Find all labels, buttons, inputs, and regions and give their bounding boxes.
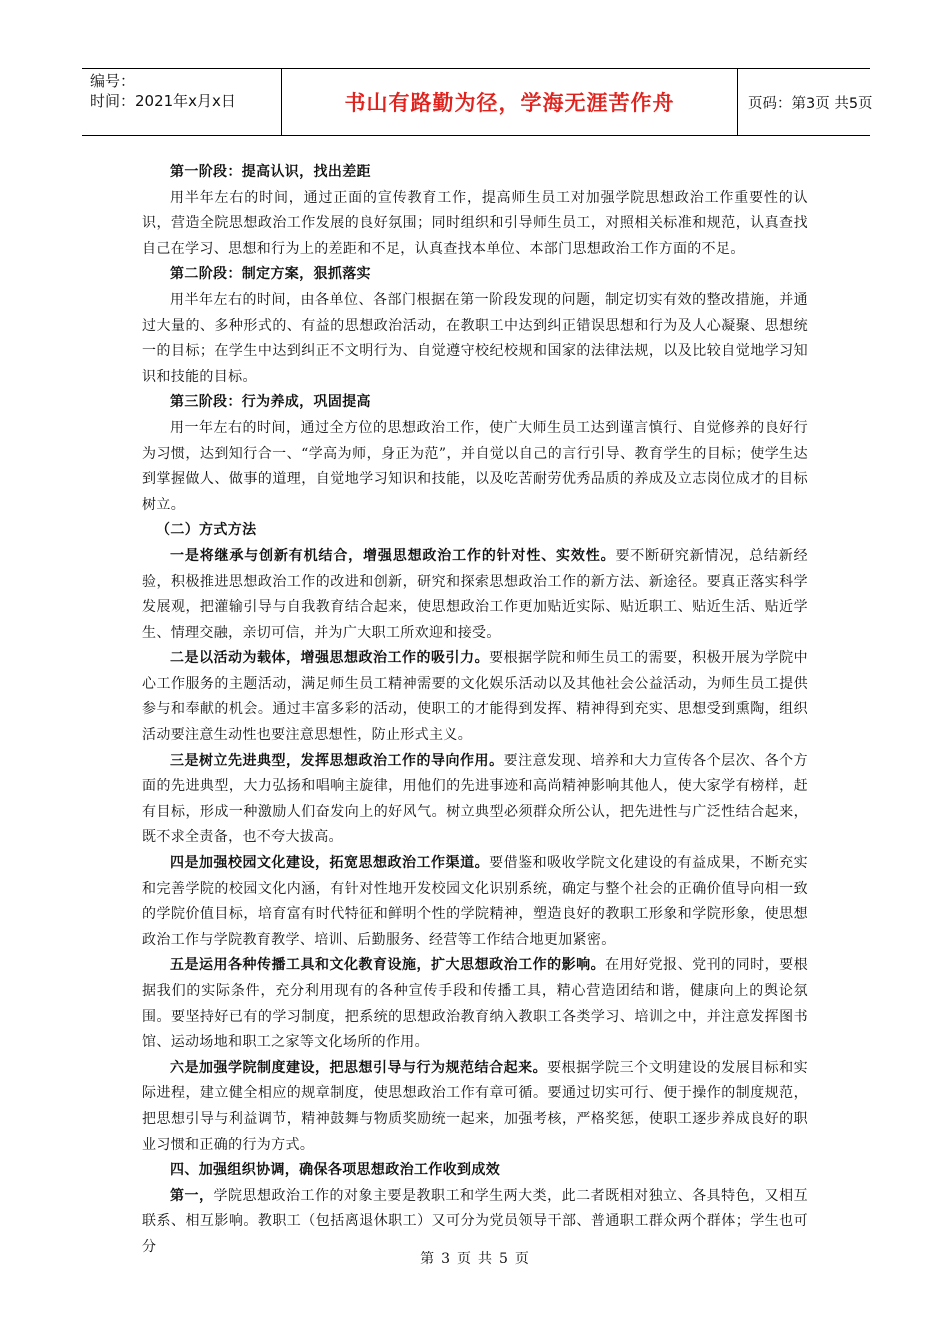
footer-page-prefix: 第 [420, 1251, 436, 1267]
header-meta [82, 69, 282, 135]
document-body [142, 160, 808, 1261]
page-header [82, 68, 873, 136]
section-heading: 第一阶段：提高认识，找出差距 [170, 164, 371, 180]
paragraph-text: 要根据学院和师生员工的需要，积极开展为学院中心工作服务的主题活动，满足师生员工精神需要的文化娱乐活动以及其他社会公益活动，为师生员工提供参与和奉献的机会。通过丰富多彩的活动，使职工的才能得到发挥、精神得到充实、思想受到熏陶，组织活动要注意生动性也要注意思想性，防止形式主义。 [142, 650, 808, 744]
lead-paragraph [142, 749, 808, 851]
paragraph-text: 学院思想政治工作的对象主要是教职工和学生两大类，此二者既相对独立、各具特色，又相互联系、相互影响。教职工（包括离退休职工）又可分为党员领导干部、普通职工群众两个群体；学生也可分 [142, 1187, 808, 1255]
paragraph-lead: 六是加强学院制度建设，把思想引导与行为规范结合起来。 [170, 1059, 548, 1076]
paragraph-lead: 第一， [170, 1187, 214, 1204]
section-heading: 四、加强组织协调，确保各项思想政治工作收到成效 [170, 1162, 501, 1179]
header-motto: 书山有路勤为径，学海无涯苦作舟 [344, 91, 675, 115]
footer-page-unit: 页 [457, 1251, 472, 1267]
lead-paragraph [142, 953, 808, 1055]
paragraph-text: 要借鉴和吸收学院文化建设的有益成果，不断充实和完善学院的校园文化内涵，有针对性地开发校园文化识别系统，确定与整个社会的正确价值导向相一致的学院价值目标，培育富有时代特征和鲜明个性的学院精神，塑造良好的教职工形象和学院形象，使思想政治工作与学院教育教学、培训、后勤服务、经营等工作结合地更加紧密。 [142, 855, 808, 948]
body-paragraph: 用一年左右的时间，通过全方位的思想政治工作，使广大师生员工达到谨言慎行、自觉修养的良好行为习惯，达到知行合一、“学高为师，身正为范”，并自觉以自己的言行引导、教育学生的目标；使学生达到掌握做人、做事的道理，自觉地学习知识和技能，以及吃苦耐劳优秀品质的养成及立志岗位成才的目标树立。 [142, 419, 808, 513]
lead-paragraph [142, 1056, 808, 1158]
footer-page-total: 5 [499, 1251, 509, 1267]
footer-page-current: 3 [441, 1251, 451, 1267]
paragraph-text: 要不断研究新情况，总结新经验，积极推进思想政治工作的改进和创新，研究和探索思想政治工作的新方法、新途径。要真正落实科学发展观，把灌输引导与自我教育结合起来，使思想政治工作更加贴近实际、贴近职工、贴近生活、贴近学生、情理交融，亲切可信，并为广大职工所欢迎和接受。 [142, 547, 808, 641]
body-paragraph: 用半年左右的时间，由各单位、各部门根据在第一阶段发现的问题，制定切实有效的整改措施，并通过大量的、多种形式的、有益的思想政治活动，在教职工中达到纠正错误思想和行为及人心凝聚、思想统一的目标；在学生中达到纠正不文明行为、自觉遵守校纪校规和国家的法律法规，以及比较自觉地学习知识和技能的目标。 [142, 291, 808, 385]
document-date-label: 时间：2021年x月x日 [90, 92, 236, 110]
body-paragraph: 用半年左右的时间，通过正面的宣传教育工作，提高师生员工对加强学院思想政治工作重要性的认识，营造全院思想政治工作发展的良好氛围；同时组织和引导师生员工，对照相关标准和规范，认真查找自己在学习、思想和行为上的差距和不足，认真查找本单位、本部门思想政治工作方面的不足。 [142, 189, 808, 257]
header-page-number: 页码：第3页 共5页 [737, 69, 870, 135]
footer-page-suffix: 页 [514, 1251, 530, 1267]
page-footer [0, 1248, 950, 1268]
paragraph-lead: 三是树立先进典型，发挥思想政治工作的导向作用。 [170, 752, 504, 769]
paragraph-text: 在用好党报、党刊的同时，要根据我们的实际条件，充分利用现有的各种宣传手段和传播工具，精心营造团结和谐，健康向上的舆论氛围。要坚持好已有的学习制度，把系统的思想政治教育纳入教职工各类学习、培训之中，并注意发挥图书馆、运动场地和职工之家等文化场所的作用。 [142, 957, 809, 1051]
section-heading: 第三阶段：行为养成，巩固提高 [170, 394, 371, 411]
paragraph-lead: 一是将继承与创新有机结合，增强思想政治工作的针对性、实效性。 [170, 547, 616, 564]
lead-paragraph [142, 544, 808, 646]
footer-total-prefix: 共 [478, 1251, 493, 1267]
paragraph-text: 要根据学院三个文明建设的发展目标和实际进程，建立健全相应的规章制度，使思想政治工作有章可循。要通过切实可行、便于操作的制度规范，把思想引导与利益调节，精神鼓舞与物质奖励统一起来，加强考核，严格奖惩，使职工逐步养成良好的职业习惯和正确的行为方式。 [142, 1059, 808, 1153]
section-heading: 第二阶段：制定方案，狠抓落实 [170, 266, 371, 283]
lead-paragraph [142, 851, 808, 953]
paragraph-lead: 五是运用各种传播工具和文化教育设施，扩大思想政治工作的影响。 [170, 957, 606, 974]
subsection-heading: （二）方式方法 [156, 522, 257, 539]
paragraph-text: 要注意发现、培养和大力宣传各个层次、各个方面的先进典型，大力弘扬和唱响主旋律，用他们的先进事迹和高尚精神影响其他人，使大家学有榜样，赶有目标，形成一种激励人们奋发向上的好风气。树立典型必须群众所公认，把先进性与广泛性结合起来，既不求全责备，也不夸大拔高。 [142, 752, 808, 846]
document-number-label: 编号： [90, 72, 136, 90]
paragraph-lead: 二是以活动为载体，增强思想政治工作的吸引力。 [170, 650, 490, 667]
lead-paragraph [142, 646, 808, 748]
paragraph-lead: 四是加强校园文化建设，拓宽思想政治工作渠道。 [170, 855, 490, 872]
